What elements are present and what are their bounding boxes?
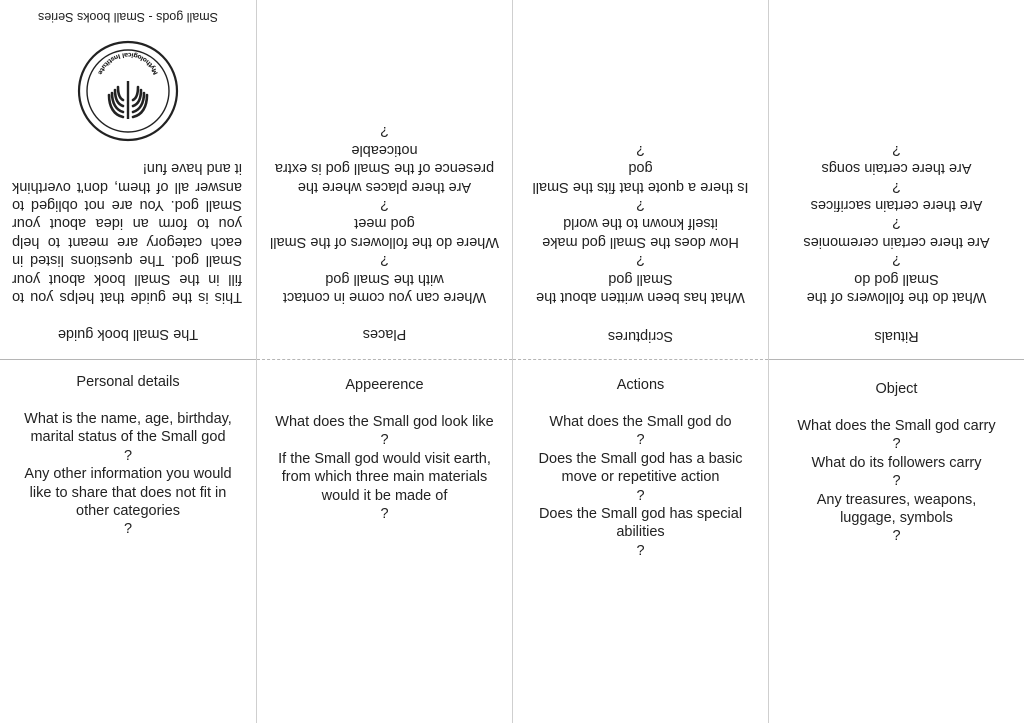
question-line: Small god: [608, 270, 673, 287]
question-line: itself known to the world: [563, 215, 718, 232]
column-3: [512, 0, 768, 723]
appearance-title: Appeerence: [345, 377, 424, 393]
question-line: would it be made of: [321, 487, 448, 504]
panel-places: [257, 0, 512, 359]
question-line: god meet: [354, 215, 415, 232]
mythological-institute-seal-icon: [76, 39, 180, 143]
panel-appearance: [257, 360, 512, 723]
object-title: Object: [875, 381, 918, 397]
column-4: [768, 0, 1024, 723]
question-mark: ?: [123, 521, 133, 538]
question-line: Where do the followers of the Small: [270, 233, 499, 250]
personal-title: Personal details: [76, 374, 180, 390]
personal-questions: [0, 410, 256, 539]
scriptures-questions: [513, 140, 768, 306]
panel-small-book-guide: [0, 0, 256, 359]
question-mark: ?: [636, 141, 645, 158]
actions-title: Actions: [616, 377, 665, 393]
places-questions: [257, 122, 512, 306]
question-mark: ?: [892, 252, 901, 269]
panel-rituals: [769, 0, 1024, 359]
actions-questions: [513, 413, 768, 560]
question-line: from which three main materials: [281, 469, 488, 486]
question-mark: ?: [636, 196, 645, 213]
panel-personal-details: [0, 360, 256, 723]
guide-body: This is the guide that helps you to fill in the Small book about your Small god. The questions listed in each category are meant to help you to form an idea about your Small god. You are not obliged to answer all of them, don't overthink it and have fun!: [12, 160, 242, 305]
question-line: What has been written about the: [536, 289, 745, 305]
question-line: noticeable: [351, 141, 418, 158]
question-line: Any treasures, weapons,: [816, 491, 977, 508]
question-mark: ?: [636, 487, 645, 504]
question-mark: ?: [636, 252, 645, 269]
question-line: god: [628, 160, 653, 177]
appearance-questions: [257, 413, 512, 523]
question-line: luggage, symbols: [840, 510, 953, 527]
question-line: If the Small god would visit earth,: [278, 450, 491, 467]
question-mark: ?: [123, 447, 133, 464]
question-mark: ?: [380, 123, 389, 140]
question-line: What do the followers of the: [806, 289, 987, 305]
question-line: Is there a quote that fits the Small: [532, 178, 749, 195]
question-mark: ?: [892, 178, 901, 195]
question-line: move or repetitive action: [561, 469, 720, 486]
svg-text:Mythological Institute: Mythological Institute: [96, 50, 160, 76]
question-mark: ?: [636, 432, 645, 449]
question-line: other categories: [76, 503, 180, 520]
question-mark: ?: [892, 141, 901, 158]
rituals-questions: [769, 140, 1024, 306]
question-line: marital status of the Small god: [30, 429, 226, 446]
question-line: abilities: [616, 524, 665, 541]
scriptures-title: Scriptures: [607, 328, 674, 344]
guide-title: The Small book guide: [57, 326, 199, 342]
question-mark: ?: [636, 542, 645, 559]
question-line: How does the Small god make: [542, 233, 739, 250]
places-title: Places: [362, 326, 407, 342]
question-mark: ?: [380, 432, 389, 449]
question-line: What does the Small god look like: [275, 414, 494, 430]
question-line: like to share that does not fit in: [29, 484, 227, 501]
question-line: What do its followers carry: [811, 454, 982, 471]
column-1: [0, 0, 256, 723]
question-line: Are there certain songs: [821, 160, 972, 177]
panel-object: [769, 360, 1024, 723]
question-mark: ?: [892, 215, 901, 232]
question-line: Are there certain ceremonies: [803, 233, 990, 250]
question-line: What is the name, age, birthday,: [24, 411, 232, 427]
question-mark: ?: [380, 196, 389, 213]
seal-wrap: [0, 34, 256, 143]
question-line: Are there certain sacrifices: [810, 196, 983, 213]
column-2: [256, 0, 512, 723]
question-line: Are there places where the: [297, 178, 472, 195]
panel-scriptures: [513, 0, 768, 359]
series-label: Small gods - Small books Series: [38, 9, 218, 24]
question-line: presence of the Small god is extra: [274, 160, 495, 177]
question-mark: ?: [892, 436, 901, 453]
question-mark: ?: [892, 528, 901, 545]
rituals-title: Rituals: [874, 328, 919, 344]
question-line: Does the Small god has special: [538, 506, 743, 523]
object-questions: [769, 417, 1024, 546]
question-line: Does the Small god has a basic: [538, 450, 743, 467]
question-line: Where can you come in contact: [282, 289, 487, 305]
panel-actions: [513, 360, 768, 723]
question-line: with the Small god: [325, 270, 444, 287]
question-line: Any other information you would: [24, 466, 232, 483]
question-line: What does the Small god carry: [797, 418, 996, 434]
question-line: Small god do: [854, 270, 939, 287]
question-mark: ?: [892, 473, 901, 490]
question-mark: ?: [380, 506, 389, 523]
question-line: What does the Small god do: [549, 414, 732, 430]
question-mark: ?: [380, 252, 389, 269]
